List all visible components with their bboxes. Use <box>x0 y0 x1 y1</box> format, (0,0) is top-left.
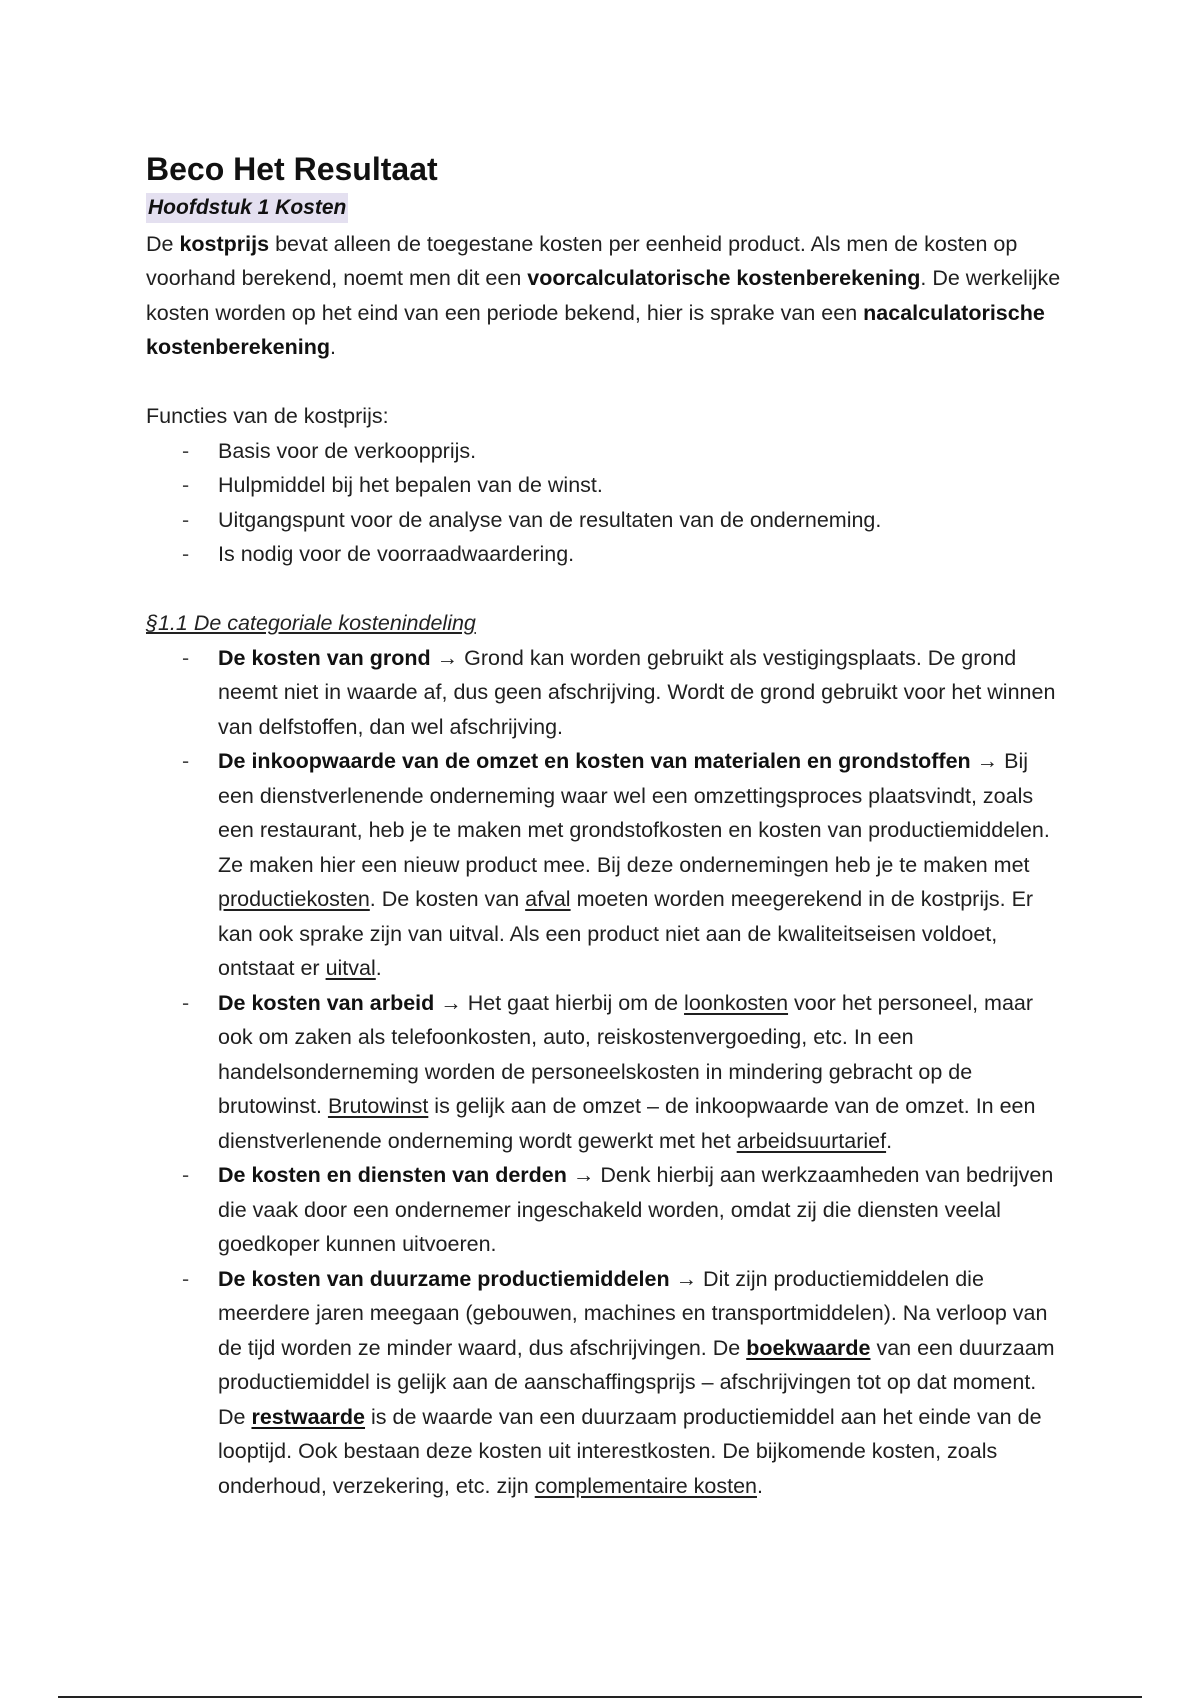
item-text: → Het gaat hierbij om de <box>434 990 685 1015</box>
item-text: is gelijk aan de omzet – de inkoopwaarde van de omzet. In een dienstverlenende onderneming wordt gewerkt met het <box>218 1094 1036 1153</box>
underlined-term: complementaire kosten <box>534 1473 757 1498</box>
list-item-inkoop <box>146 744 1066 986</box>
term-kostprijs: kostprijs <box>179 231 270 256</box>
item-text: . <box>757 1473 763 1498</box>
underlined-term: uitval <box>325 956 376 980</box>
list-item-arbeid <box>146 986 1066 1159</box>
item-text: → Bij een dienstverlenende onderneming waar wel een omzettingsproces plaatsvindt, zoals een restaurant, heb je te maken met grondstofkosten en kosten van productiemiddelen. Ze maken hier een nieuw product mee. Bij deze ondernemingen heb je te maken met <box>218 749 1050 877</box>
list-item <box>146 468 1066 503</box>
list-item-text: Hulpmiddel bij het bepalen van de winst. <box>218 473 603 497</box>
intro-text: De <box>146 231 180 256</box>
bullet-dash: - <box>182 1163 190 1187</box>
item-text: is de waarde van een duurzaam productiemiddel aan het einde van de looptijd. Ook bestaan deze kosten uit interestkosten. De bijkomende kosten, zoals onderhoud, verzekering, etc. zijn <box>218 1404 1042 1498</box>
term: De inkoopwaarde van de omzet en kosten van materialen en grondstoffen <box>218 749 971 773</box>
chapter-heading: Hoofdstuk 1 Kosten <box>146 193 348 223</box>
item-text: . <box>886 1128 893 1153</box>
list-item <box>146 537 1066 572</box>
bold-underlined-term: restwaarde <box>251 1404 366 1429</box>
bullet-dash: - <box>182 542 190 566</box>
bullet-dash: - <box>182 473 190 497</box>
bullet-dash: - <box>182 438 190 463</box>
underlined-term: arbeidsuurtarief <box>736 1128 887 1153</box>
underlined-term: productiekosten <box>218 887 370 911</box>
term-voorcalculatorisch: voorcalculatorische kostenberekening <box>527 266 921 290</box>
list-item-text: Basis voor de verkoopprijs. <box>218 438 477 463</box>
item-text: → Denk hierbij aan werkzaamheden van bedrijven die vaak door een ondernemer ingeschakeld worden, omdat zij die diensten veelal goedkoper kunnen uitvoeren. <box>218 1163 1054 1256</box>
bullet-dash: - <box>182 645 190 670</box>
intro-text: . <box>330 335 336 359</box>
term: De kosten van grond <box>218 645 431 670</box>
functions-list <box>146 434 1066 572</box>
document-page <box>146 148 1066 1503</box>
list-item-grond <box>146 641 1066 745</box>
item-text: . De kosten van <box>369 887 526 911</box>
bullet-dash: - <box>182 1266 190 1291</box>
list-item-text: Is nodig voor de voorraadwaardering. <box>218 542 575 566</box>
list-item <box>146 434 1066 469</box>
item-text: moeten worden meegerekend in de kostprijs. Er kan ook sprake zijn van uitval. Als een product niet aan de kwaliteitseisen voldoet, ontstaat er <box>218 887 1034 980</box>
term: De kosten en diensten van derden <box>218 1163 567 1187</box>
term: De kosten van arbeid <box>218 990 435 1015</box>
functions-heading: Functies van de kostprijs: <box>146 404 389 428</box>
item-text: van een duurzaam productiemiddel is gelijk aan de aanschaffingsprijs – afschrijvingen tot op dat moment. De <box>218 1335 1055 1429</box>
item-text: voor het personeel, maar ook om zaken als telefoonkosten, auto, reiskostenvergoeding, etc. In een handelsonderneming worden de personeelskosten in mindering gebracht op de brutowinst. <box>218 990 1034 1118</box>
list-item-text: Uitgangspunt voor de analyse van de resultaten van de onderneming. <box>218 507 882 532</box>
intro-text: . De werkelijke kosten worden op het eind van een periode bekend, hier is sprake van een <box>146 266 1061 325</box>
bullet-dash: - <box>182 507 190 532</box>
list-item-derden <box>146 1158 1066 1262</box>
underlined-term: afval <box>525 887 571 911</box>
term: De kosten van duurzame productiemiddelen <box>218 1266 670 1291</box>
bullet-dash: - <box>182 990 190 1015</box>
section-title: §1.1 De categoriale kostenindeling <box>146 611 476 635</box>
document-title: Beco Het Resultaat <box>146 151 438 187</box>
bullet-dash: - <box>182 749 190 773</box>
item-text: . <box>375 956 382 980</box>
item-text: → Grond kan worden gebruikt als vestigingsplaats. De grond neemt niet in waarde af, dus geen afschrijving. Wordt de grond gebruikt voor het winnen van delfstoffen, dan wel afschrijving. <box>218 645 1056 739</box>
item-text: → Dit zijn productiemiddelen die meerdere jaren meegaan (gebouwen, machines en transportmiddelen). Na verloop van de tijd worden ze minder waard, dus afschrijvingen. De <box>218 1266 1048 1360</box>
intro-paragraph <box>146 227 1066 365</box>
term-nacalculatorisch: nacalculatorische kostenberekening <box>146 300 1045 359</box>
intro-text: bevat alleen de toegestane kosten per eenheid product. Als men de kosten op voorhand berekend, noemt men dit een <box>146 231 1018 290</box>
underlined-term: loonkosten <box>684 990 789 1015</box>
underlined-term: Brutowinst <box>327 1094 429 1118</box>
list-item-duurzaam <box>146 1262 1066 1504</box>
list-item <box>146 503 1066 538</box>
bold-underlined-term: boekwaarde <box>746 1335 871 1360</box>
page-bottom-rule <box>58 1696 1142 1698</box>
cost-categories-list <box>146 641 1066 1504</box>
